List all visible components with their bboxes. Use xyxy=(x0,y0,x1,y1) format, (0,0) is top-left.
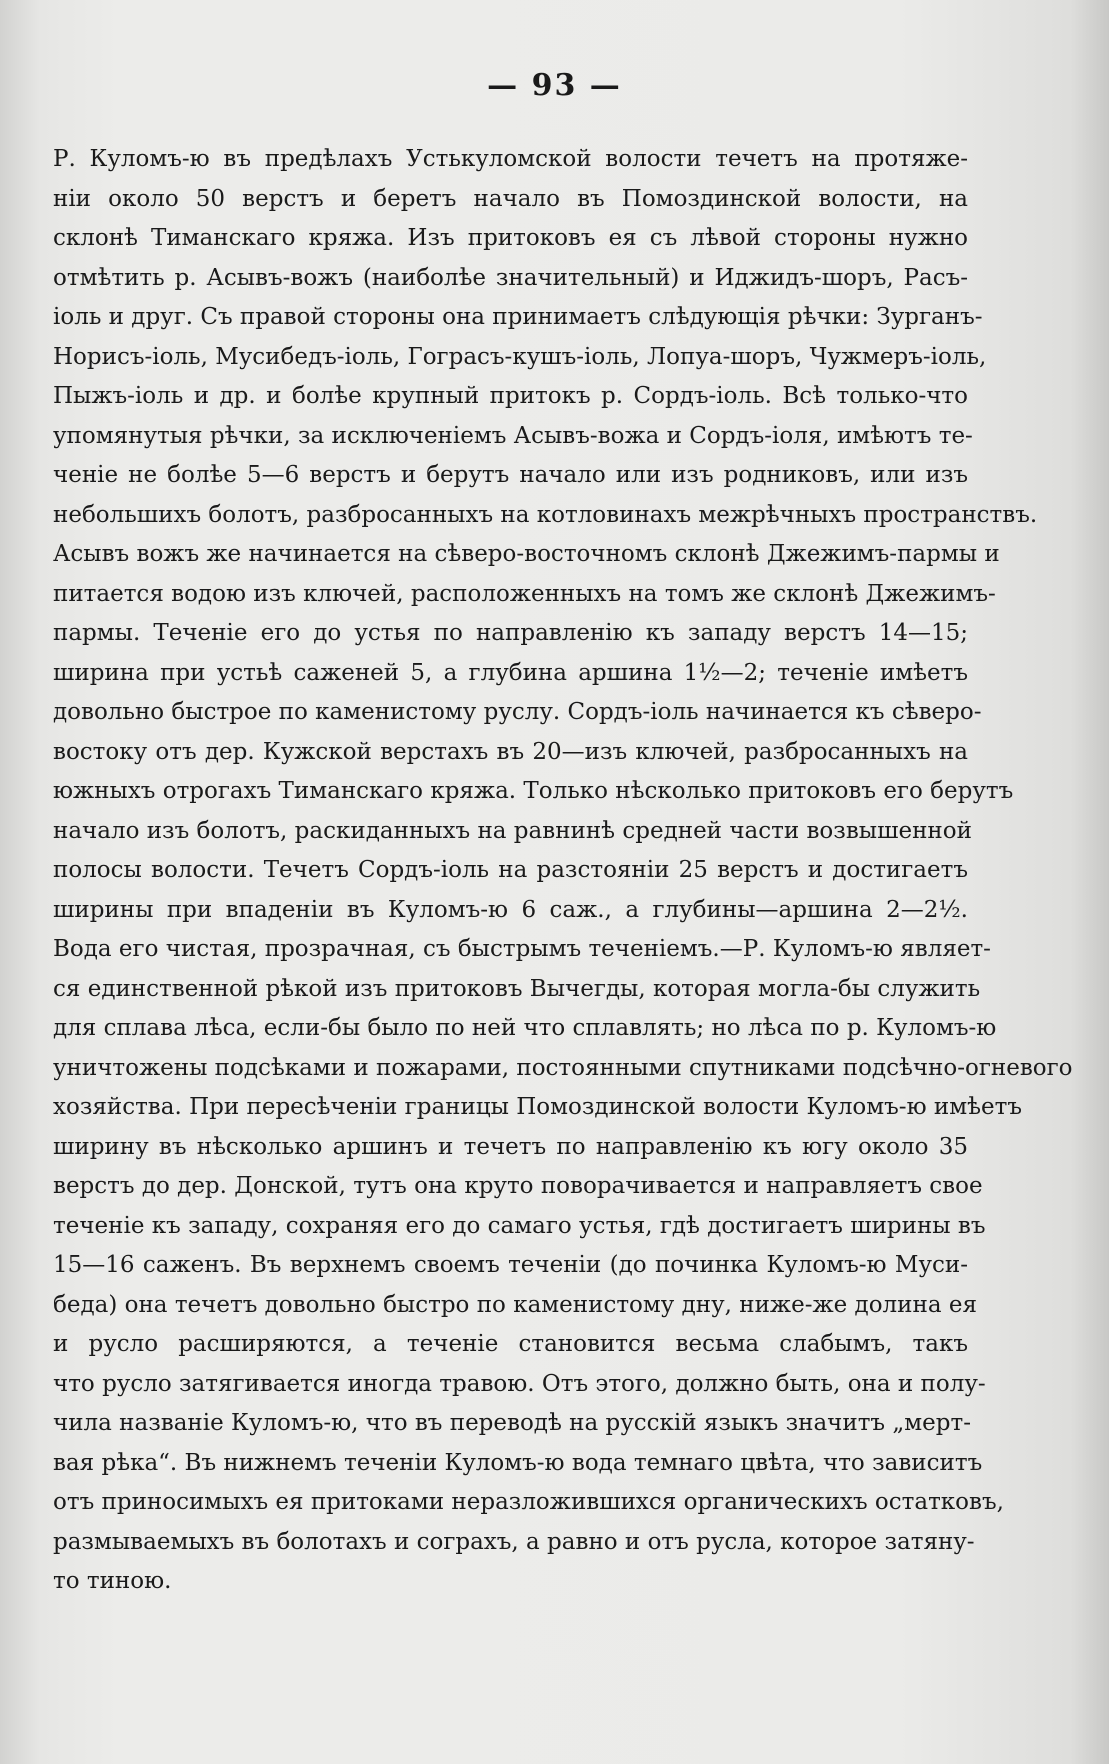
text-line: ширины при впаденіи въ Куломъ-ю 6 саж., а глубины—аршина 2—2½. xyxy=(53,896,968,923)
text-line: ченіе не болѣе 5—6 верстъ и берутъ начало или изъ родниковъ, или изъ xyxy=(53,462,968,488)
text-line: ширину въ нѣсколько аршинъ и течетъ по направленію къ югу около 35 xyxy=(53,1133,968,1160)
text-line: Пыжъ-іоль и др. и болѣе крупный притокъ р. Сордъ-іоль. Всѣ только-что xyxy=(53,383,968,409)
text-line: для сплава лѣса, если-бы было по ней что сплавлять; но лѣса по р. Куломъ-ю xyxy=(53,1015,997,1041)
text-line: 15—16 саженъ. Въ верхнемъ своемъ теченіи (до починка Куломъ-ю Муси- xyxy=(53,1252,968,1278)
body-text xyxy=(53,140,1073,1602)
text-line: южныхъ отрогахъ Тиманскаго кряжа. Только нѣсколько притоковъ его берутъ xyxy=(53,778,1014,804)
text-line: начало изъ болотъ, раскиданныхъ на равнинѣ средней части возвышенной xyxy=(53,817,972,844)
text-line: Норисъ-іоль, Мусибедъ-іоль, Гограсъ-кушъ-іоль, Лопуа-шоръ, Чужмеръ-іоль, xyxy=(53,343,987,370)
text-line: и русло расширяются, а теченіе становится весьма слабымъ, такъ xyxy=(53,1331,968,1357)
text-line: вая рѣка“. Въ нижнемъ теченіи Куломъ-ю вода темнаго цвѣта, что зависитъ xyxy=(53,1449,983,1476)
text-line: ніи около 50 верстъ и беретъ начало въ Помоздинской волости, на xyxy=(53,185,968,212)
text-line: небольшихъ болотъ, разбросанныхъ на котловинахъ межрѣчныхъ пространствъ. xyxy=(53,501,1038,528)
text-line: то тиною. xyxy=(53,1568,172,1594)
text-line: іоль и друг. Съ правой стороны она принимаетъ слѣдующія рѣчки: Зурганъ- xyxy=(53,304,983,330)
text-line: полосы волости. Течетъ Сордъ-іоль на разстояніи 25 верстъ и достигаетъ xyxy=(53,857,968,883)
text-line: размываемыхъ въ болотахъ и сограхъ, а равно и отъ русла, которое затяну- xyxy=(53,1528,975,1555)
text-line: Асывъ вожъ же начинается на сѣверо-восточномъ склонѣ Джежимъ-пармы и xyxy=(53,541,1000,567)
text-line: Вода его чистая, прозрачная, съ быстрымъ теченіемъ.—Р. Куломъ-ю являет- xyxy=(53,936,991,962)
text-line: верстъ до дер. Донской, тутъ она круто поворачивается и направляетъ свое xyxy=(53,1173,983,1199)
text-line: отмѣтить р. Асывъ-вожъ (наиболѣе значительный) и Иджидъ-шоръ, Расъ- xyxy=(53,264,968,291)
text-line: востоку отъ дер. Кужской верстахъ въ 20—изъ ключей, разбросанныхъ на xyxy=(53,738,968,765)
text-line: склонѣ Тиманскаго кряжа. Изъ притоковъ ея съ лѣвой стороны нужно xyxy=(53,225,968,251)
text-line: беда) она течетъ довольно быстро по каменистому дну, ниже-же долина ея xyxy=(53,1291,977,1318)
text-line: теченіе къ западу, сохраняя его до самаго устья, гдѣ достигаетъ ширины въ xyxy=(53,1212,986,1239)
text-line: Р. Куломъ-ю въ предѣлахъ Устькуломской волости течетъ на протяже- xyxy=(53,146,968,172)
text-line: что русло затягивается иногда травою. Отъ этого, должно быть, она и полу- xyxy=(53,1370,986,1397)
text-line: пармы. Теченіе его до устья по направленію къ западу верстъ 14—15; xyxy=(53,620,968,646)
text-line: питается водою изъ ключей, расположенныхъ на томъ же склонѣ Джежимъ- xyxy=(53,580,996,607)
text-line: уничтожены подсѣками и пожарами, постоянными спутниками подсѣчно-огневого xyxy=(53,1054,1073,1081)
page-number: — 93 — xyxy=(487,68,622,103)
text-line: ширина при устьѣ саженей 5, а глубина аршина 1½—2; теченіе имѣетъ xyxy=(53,659,968,686)
text-line: чила названіе Куломъ-ю, что въ переводѣ на русскій языкъ значитъ „мерт- xyxy=(53,1410,972,1436)
text-line: отъ приносимыхъ ея притоками неразложившихся органическихъ остатковъ, xyxy=(53,1489,1004,1515)
text-line: хозяйства. При пересѣченіи границы Помоздинской волости Куломъ-ю имѣетъ xyxy=(53,1094,1022,1120)
text-line: ся единственной рѣкой изъ притоковъ Вычегды, которая могла-бы служить xyxy=(53,975,981,1002)
text-line: упомянутыя рѣчки, за исключеніемъ Асывъ-вожа и Сордъ-іоля, имѣютъ те- xyxy=(53,422,973,449)
text-line: довольно быстрое по каменистому руслу. Сордъ-іоль начинается къ сѣверо- xyxy=(53,699,982,725)
